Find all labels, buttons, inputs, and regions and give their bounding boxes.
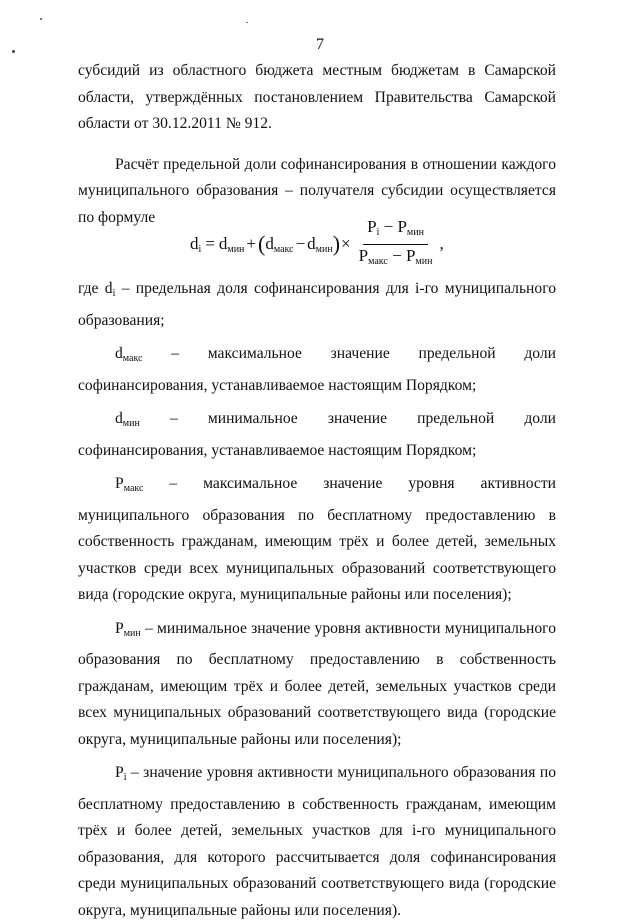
definition-pi: $P_i$ – значение уровня активности муниципального образования по бесплатному предоставлению в собственность гражданам, имеющим трёх и более детей, земельных участков для i-го муниципального образования, для которого рассчитывается доля софинансирования среди муниципальных образований соответствующего вида (городские округа, муниципальные районы или поселения). — [78, 764, 556, 919]
formula — [190, 218, 460, 270]
formula-comma: , — [439, 234, 444, 253]
paragraph-calculation: Расчёт предельной доли софинансирования в отношении каждого муниципального образования – получателя субсидии осуществляется по формуле — [78, 155, 556, 226]
formula-plus: + — [246, 234, 256, 253]
formula-d-min: $d_{мин}$ — [218, 233, 245, 255]
page-number: 7 — [316, 36, 324, 53]
formula-equals: = — [205, 234, 215, 253]
definition-pmin: $P_{мин}$ – минимальное значение уровня активности муниципального образования по бесплатному предоставлению в собственность гражданам, имеющим трёх и более детей, земельных участков среди всех муниципальных образований соответствующего вида (городские округа, муниципальные районы или поселения); — [78, 619, 556, 748]
formula-numerator: $P_i - P_{мин}$ — [363, 217, 428, 245]
formula-minus: − — [295, 234, 306, 253]
intro-block — [78, 58, 556, 231]
definition-pmax: $P_{макс}$ – максимальное значение уровня активности муниципального образования по бесплатному предоставлению в собственность гражданам, имеющим трёх и более детей, земельных участков среди всех муниципальных образований соответствующего вида (городские округа, муниципальные районы или поселения); — [78, 475, 556, 603]
paragraph-intro: субсидий из областного бюджета местным бюджетам в Самарской области, утверждённых постановлением Правительства Самарской области от 30.12.2011 № 912. — [78, 62, 556, 132]
formula-d-min-2: $d_{мин}$ — [307, 233, 333, 255]
scan-speck — [246, 22, 248, 23]
scan-speck — [40, 18, 42, 20]
formula-rparen: ) — [332, 231, 341, 256]
formula-fraction — [355, 217, 437, 272]
formula-denominator: $P_{макс} - P_{мин}$ — [358, 245, 433, 267]
formula-lparen: ( — [258, 231, 266, 256]
definition-dmax: $d_{макс}$ – максимальное значение предельной доли софинансирования, устанавливаемое настоящим Порядком; — [78, 345, 556, 394]
formula-lhs: $d_i$ — [190, 233, 202, 255]
formula-times: × — [341, 234, 351, 253]
formula-d-max: $d_{макс}$ — [265, 233, 294, 255]
definitions-block — [78, 276, 556, 924]
definition-di: где $d_i$ – предельная доля софинансирования для i-го муниципального образования; — [78, 280, 556, 329]
definition-dmin: $d_{мин}$ – минимальное значение предельной доли софинансирования, устанавливаемое настоящим Порядком; — [78, 410, 556, 459]
